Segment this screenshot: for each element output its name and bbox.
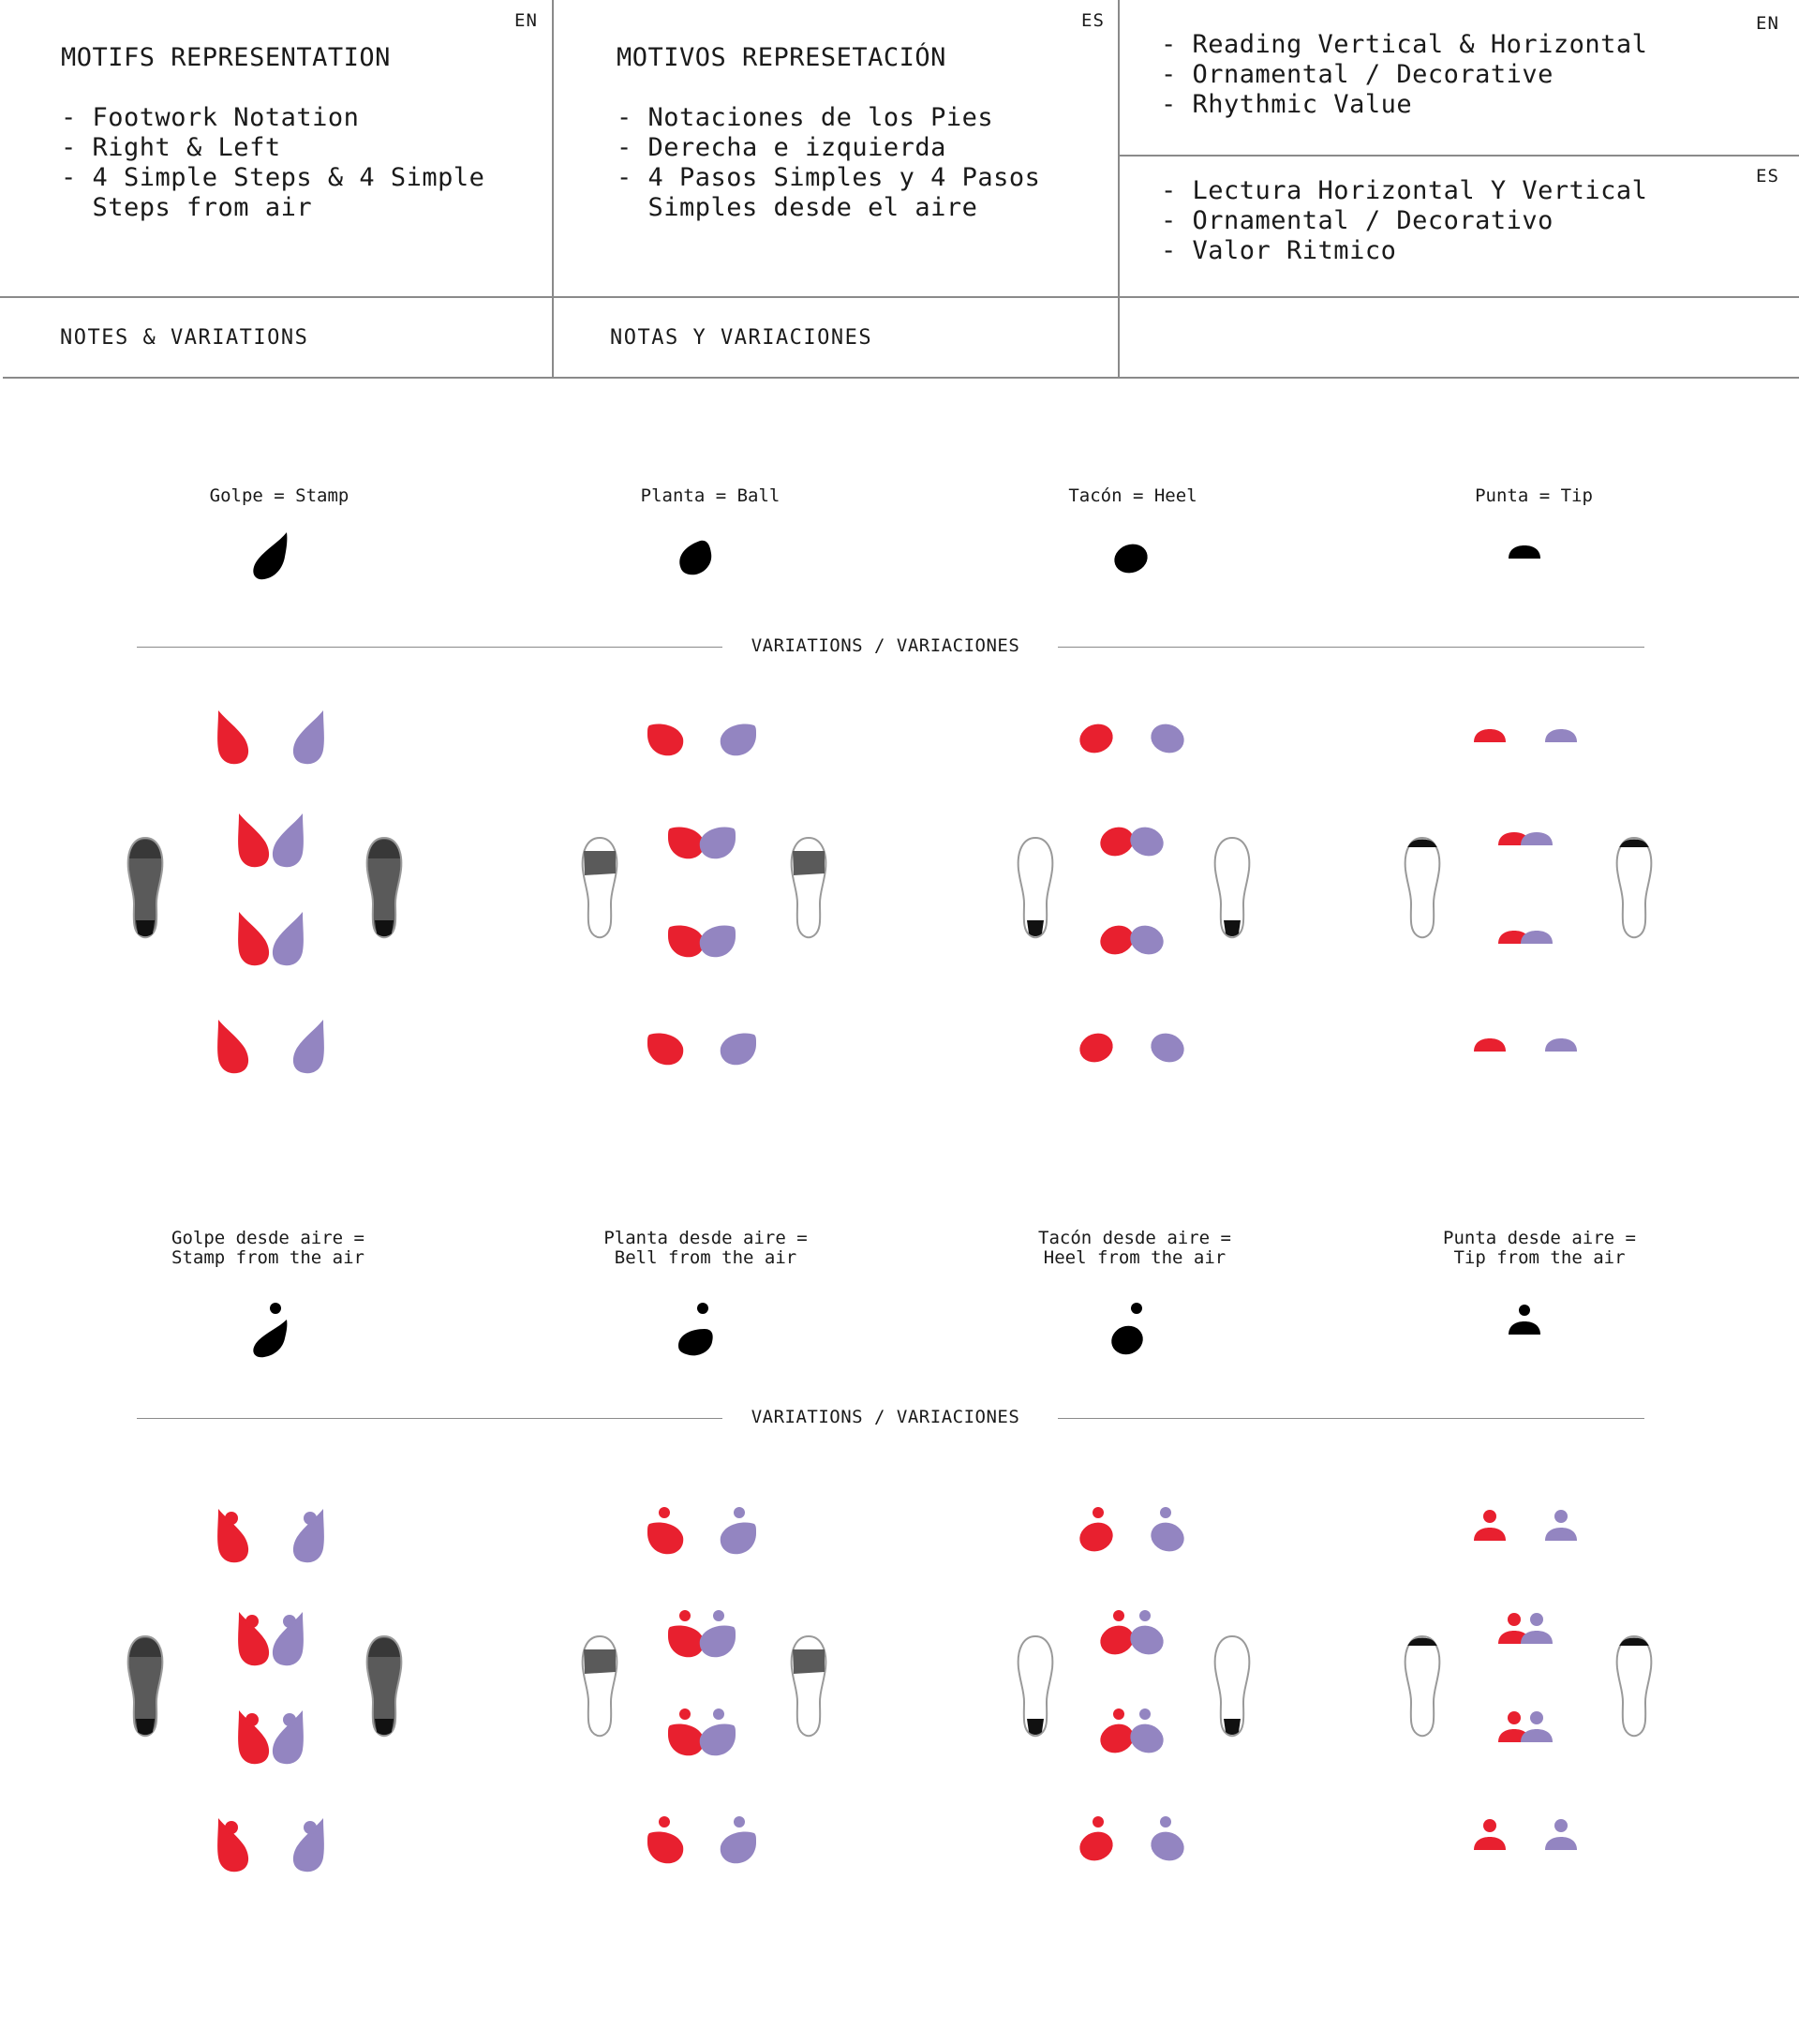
notes-variations-en: NOTES & VARIATIONS: [60, 326, 309, 350]
ball-left-foot-mark: [721, 1507, 756, 1554]
ball-right-foot-mark: [647, 1816, 683, 1863]
ball-right-foot-mark: [647, 724, 683, 756]
heel-left-foot-mark: [1147, 720, 1188, 758]
heel-left-foot-mark: [1126, 1708, 1167, 1757]
stamp-left-foot-mark: [273, 813, 304, 867]
col3-item-1: - Reading Vertical & Horizontal: [1161, 30, 1648, 59]
col3-es-item-1: - Lectura Horizontal Y Vertical: [1161, 176, 1648, 205]
col2-item-1: - Notaciones de los Pies: [617, 103, 994, 132]
col1-item-2: - Right & Left: [61, 133, 281, 162]
stamp-icon: [253, 532, 287, 579]
motif-label-stamp: Golpe = Stamp: [209, 485, 349, 506]
heel-left-foot-mark: [1147, 1029, 1188, 1067]
variation-set-2-ball: [647, 1507, 756, 1863]
tip-left-foot-mark: [1545, 1819, 1577, 1850]
heel-left-foot-mark: [1126, 1610, 1167, 1659]
shoe-left-full: [128, 1636, 163, 1736]
stamp-left-foot-mark: [293, 1509, 324, 1562]
col2-item-4: Simples desde el aire: [617, 193, 978, 222]
heel-left-foot-mark: [1147, 1507, 1188, 1556]
lang-tag-es-col3: ES: [1756, 166, 1779, 186]
motifs-title: MOTIFS REPRESENTATION: [61, 43, 391, 72]
stamp-left-foot-mark: [273, 912, 304, 965]
shoe-right-tip: [1617, 838, 1652, 937]
shoe-right-heel: [1215, 838, 1250, 937]
heel-right-foot-mark: [1076, 1507, 1117, 1556]
heel-left-foot-mark: [1126, 823, 1167, 861]
stamp-from-air-icon: [253, 1303, 287, 1357]
tip-left-foot-mark: [1521, 832, 1553, 845]
col2-item-3: - 4 Pasos Simples y 4 Pasos: [617, 163, 1041, 192]
tip-icon: [1509, 545, 1540, 559]
ball-from-air-icon: [678, 1303, 713, 1355]
col3-item-3: - Rhythmic Value: [1161, 90, 1413, 119]
ball-left-foot-mark: [721, 724, 756, 756]
stamp-right-foot-mark: [217, 1020, 248, 1073]
tip-left-foot-mark: [1521, 1613, 1553, 1644]
tip-left-foot-mark: [1545, 1038, 1577, 1052]
notes-variations-es: NOTAS Y VARIACIONES: [610, 326, 873, 350]
tip-right-foot-mark: [1474, 1510, 1506, 1541]
heel-right-foot-mark: [1076, 720, 1117, 758]
col3-item-2: - Ornamental / Decorative: [1161, 60, 1554, 89]
variations-title-2: VARIATIONS / VARIACIONES: [751, 1407, 1020, 1427]
stamp-left-foot-mark: [273, 1612, 304, 1665]
ball-right-foot-mark: [668, 828, 704, 859]
col3-es-item-3: - Valor Ritmico: [1161, 236, 1397, 265]
col1-item-4: Steps from air: [61, 193, 313, 222]
motif-label-tip-air: Punta desde aire = Tip from the air: [1443, 1228, 1636, 1268]
tip-left-foot-mark: [1545, 1510, 1577, 1541]
ball-icon: [675, 539, 718, 579]
shoe-right-ball: [792, 838, 826, 937]
shoe-left-ball: [583, 1636, 617, 1736]
motif-label-stamp-air: Golpe desde aire = Stamp from the air: [171, 1228, 364, 1268]
tip-left-foot-mark: [1521, 1711, 1553, 1742]
col2-item-2: - Derecha e izquierda: [617, 133, 946, 162]
ball-right-foot-mark: [647, 1034, 683, 1066]
stamp-left-foot-mark: [293, 1020, 324, 1073]
shoe-left-ball: [583, 838, 617, 937]
variation-set-2-heel: [1076, 1507, 1188, 1865]
tip-left-foot-mark: [1545, 729, 1577, 742]
stamp-right-foot-mark: [238, 912, 269, 965]
heel-icon: [1110, 540, 1152, 578]
ball-right-foot-mark: [668, 1610, 704, 1657]
shoe-right-full: [367, 838, 402, 937]
heel-right-foot-mark: [1076, 1029, 1117, 1067]
motif-label-ball-air: Planta desde aire = Bell from the air: [603, 1228, 808, 1268]
heel-right-foot-mark: [1076, 1816, 1117, 1865]
tip-right-foot-mark: [1474, 1819, 1506, 1850]
col3-es-item-2: - Ornamental / Decorativo: [1161, 206, 1554, 235]
lang-tag-en: EN: [514, 10, 538, 31]
ball-left-foot-mark: [721, 1816, 756, 1863]
motivos-title: MOTIVOS REPRESETACIÓN: [617, 43, 946, 72]
motif-label-heel: Tacón = Heel: [1068, 485, 1197, 506]
lang-tag-en-col3: EN: [1756, 13, 1779, 34]
shoe-left-tip: [1405, 838, 1440, 937]
variation-set-1-ball: [647, 724, 756, 1066]
ball-right-foot-mark: [668, 1708, 704, 1755]
ball-left-foot-mark: [700, 1708, 736, 1755]
heel-from-air-icon: [1108, 1303, 1147, 1359]
heel-left-foot-mark: [1126, 921, 1167, 960]
tip-right-foot-mark: [1474, 1038, 1506, 1052]
ball-left-foot-mark: [700, 926, 736, 958]
stamp-right-foot-mark: [217, 1818, 248, 1872]
stamp-right-foot-mark: [238, 813, 269, 867]
stamp-right-foot-mark: [238, 1612, 269, 1665]
tip-from-air-icon: [1509, 1305, 1540, 1335]
ball-left-foot-mark: [700, 1610, 736, 1657]
stamp-left-foot-mark: [293, 1818, 324, 1872]
tip-left-foot-mark: [1521, 931, 1553, 944]
motif-label-ball: Planta = Ball: [640, 485, 781, 506]
stamp-right-foot-mark: [217, 1509, 248, 1562]
shoe-left-heel: [1018, 838, 1053, 937]
shoe-right-full: [367, 1636, 402, 1736]
shoe-right-tip: [1617, 1636, 1652, 1736]
shoe-left-full: [128, 838, 163, 937]
shoe-left-heel: [1018, 1636, 1053, 1736]
stamp-right-foot-mark: [238, 1710, 269, 1764]
lang-tag-es: ES: [1081, 10, 1105, 31]
ball-right-foot-mark: [668, 926, 704, 958]
tip-right-foot-mark: [1474, 729, 1506, 742]
variations-title-1: VARIATIONS / VARIACIONES: [751, 635, 1020, 656]
col1-item-1: - Footwork Notation: [61, 103, 360, 132]
stamp-right-foot-mark: [217, 710, 248, 764]
variation-set-1-heel: [1076, 720, 1188, 1067]
variation-set-1-tip: [1474, 729, 1577, 1052]
variation-set-1-stamp: [217, 710, 324, 1073]
ball-right-foot-mark: [647, 1507, 683, 1554]
stamp-left-foot-mark: [293, 710, 324, 764]
motif-label-tip: Punta = Tip: [1475, 485, 1593, 506]
variation-set-2-stamp: [217, 1509, 324, 1872]
col1-item-3: - 4 Simple Steps & 4 Simple: [61, 163, 485, 192]
heel-left-foot-mark: [1147, 1816, 1188, 1865]
shoe-right-ball: [792, 1636, 826, 1736]
shoe-left-tip: [1405, 1636, 1440, 1736]
shoe-right-heel: [1215, 1636, 1250, 1736]
ball-left-foot-mark: [721, 1034, 756, 1066]
variation-set-2-tip: [1474, 1510, 1577, 1850]
ball-left-foot-mark: [700, 828, 736, 859]
motif-label-heel-air: Tacón desde aire = Heel from the air: [1038, 1228, 1231, 1268]
stamp-left-foot-mark: [273, 1710, 304, 1764]
